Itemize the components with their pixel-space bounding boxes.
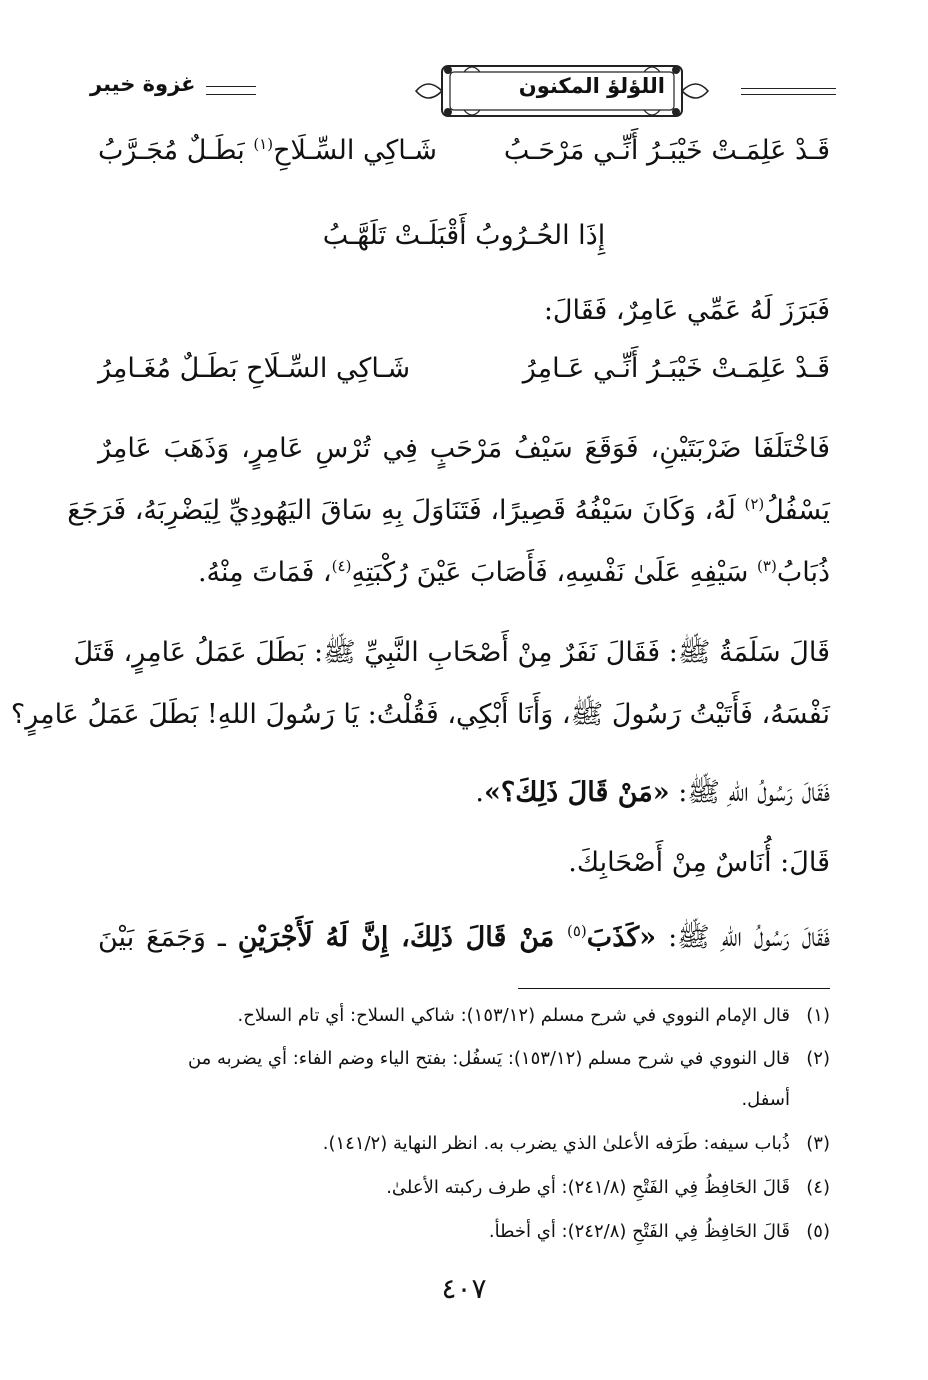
- footnote-number: (٣): [806, 1133, 830, 1154]
- verse-text: شَـاكِي السِّـلَاحِ: [273, 135, 438, 166]
- verse-1: [98, 135, 830, 166]
- verse-1-second-hemistich: [98, 135, 437, 166]
- paragraph-5: [98, 920, 830, 960]
- footnote-text: قَالَ الحَافِظُ فِي الفَتْحِ (٢٤١/٨): أي طرف ركبته الأعلىٰ.: [386, 1177, 790, 1198]
- footnote-number: (٤): [806, 1177, 830, 1198]
- verse-2-first-hemistich: قَـدْ عَلِمَـتْ خَيْبَـرُ أَنِّـي عَـامِرُ: [522, 353, 830, 384]
- verse-1-first-hemistich: قَـدْ عَلِمَـتْ خَيْبَـرُ أَنِّـي مَرْحَـبُ: [503, 135, 830, 166]
- footnote-ref-1: (١): [253, 135, 274, 153]
- footnote-text: ذُباب سيفه: طَرَفه الأعلىٰ الذي يضرب به. انظر النهاية (١٤١/٢).: [322, 1133, 790, 1154]
- footnote-ref-2: (٢): [744, 495, 765, 513]
- paragraph-4: قَالَ: أُنَاسٌ مِنْ أَصْحَابِكَ.: [568, 847, 830, 878]
- text-run: ـ وَجَمَعَ بَيْنَ: [98, 922, 238, 953]
- footnote-number: (٥): [806, 1221, 830, 1242]
- page-number: ٤٠٧: [441, 1272, 487, 1305]
- paragraph-1-line-3: [98, 557, 830, 588]
- text-run: سَيْفِهِ عَلَىٰ نَفْسِهِ، فَأَصَابَ عَيْنَ رُكْبَتِهِ: [351, 557, 758, 588]
- text-run: لَهُ، وَكَانَ سَيْفُهُ قَصِيرًا، فَتَنَاوَلَ بِهِ سَاقَ اليَهُودِيِّ لِيَضْرِبَهُ، فَرَجَعَ: [67, 495, 745, 526]
- footnote-text: قال الإمام النووي في شرح مسلم (١٥٣/١٢): شاكي السلاح: أي تام السلاح.: [237, 1005, 790, 1026]
- paragraph-2-line-2: نَفْسَهُ، فَأَتَيْتُ رَسُولَ ﷺ، وَأَنَا أَبْكِي، فَقُلْتُ: يَا رَسُولَ اللهِ! بَطَلَ عَمَلُ عَامِرٍ؟: [10, 699, 830, 730]
- paragraph-2-line-1: قَالَ سَلَمَةُ ﷺ: فَقَالَ نَفَرٌ مِنْ أَصْحَابِ النَّبِيِّ ﷺ: بَطَلَ عَمَلُ عَامِرٍ، قَتَلَ: [73, 637, 830, 668]
- verse-1-tail: إِذَا الحُـرُوبُ أَقْبَلَـتْ تَلَهَّـبُ: [322, 220, 606, 251]
- footnote-ref-5: (٥): [567, 922, 587, 940]
- footnote-ref-4: (٤): [331, 557, 352, 575]
- paragraph-1-line-1: فَاخْتَلَفَا ضَرْبَتَيْنِ، فَوَقَعَ سَيْفُ مَرْحَبٍ فِي تُرْسِ عَامِرٍ، وَذَهَبَ عَامِرٌ: [98, 433, 830, 464]
- footnote-2: [98, 1048, 830, 1069]
- prophet-quote: «مَنْ قَالَ ذَلِكَ؟»: [483, 777, 670, 808]
- footnote-5: [98, 1221, 830, 1242]
- header-right-rule: [741, 88, 836, 95]
- verse-2-second-hemistich: شَـاكِي السِّـلَاحِ بَطَـلٌ مُغَـامِرُ: [98, 353, 411, 384]
- paragraph-amir-intro: فَبَرَزَ لَهُ عَمِّي عَامِرٌ، فَقَالَ:: [543, 295, 830, 326]
- footnote-number: (١): [806, 1005, 830, 1026]
- text-run: .: [475, 777, 484, 808]
- footnote-text: قال النووي في شرح مسلم (١٥٣/١٢): يَسفُل: بفتح الياء وضم الفاء: أي يضربه من: [187, 1048, 790, 1069]
- text-run: ذُبَابُ: [776, 557, 830, 588]
- footnote-ref-3: (٣): [757, 557, 777, 575]
- footnote-text: قَالَ الحَافِظُ فِي الفَتْحِ (٢٤٢/٨): أي أخطأ.: [488, 1221, 790, 1242]
- text-run: فَقَالَ رَسُولُ اللهِ ﷺ:: [656, 922, 830, 953]
- text-run: ، فَمَاتَ مِنْهُ.: [197, 557, 332, 588]
- footnote-1: [98, 1005, 830, 1026]
- footnote-separator: [518, 988, 830, 989]
- page-header: [90, 56, 836, 126]
- footnote-number: (٢): [806, 1048, 830, 1069]
- verse-text: بَطَـلٌ مُجَـرَّبُ: [98, 135, 254, 166]
- verse-2: [98, 353, 830, 384]
- paragraph-3: [98, 775, 830, 815]
- footnote-3: [98, 1133, 830, 1154]
- prophet-quote: مَنْ قَالَ ذَلِكَ، إِنَّ لَهُ لَأَجْرَيْنِ: [237, 922, 567, 953]
- text-run: يَسْفُلُ: [764, 495, 830, 526]
- footnote-2-continuation: أسفل.: [741, 1089, 790, 1110]
- prophet-quote: «كَذَبَ: [586, 922, 657, 953]
- text-run: فَقَالَ رَسُولُ اللهِ ﷺ:: [669, 777, 830, 808]
- book-title: اللؤلؤ المكنون: [518, 74, 665, 98]
- footnote-4: [98, 1177, 830, 1198]
- chapter-title: غزوة خيبر: [90, 72, 206, 96]
- paragraph-1-line-2: [67, 495, 830, 526]
